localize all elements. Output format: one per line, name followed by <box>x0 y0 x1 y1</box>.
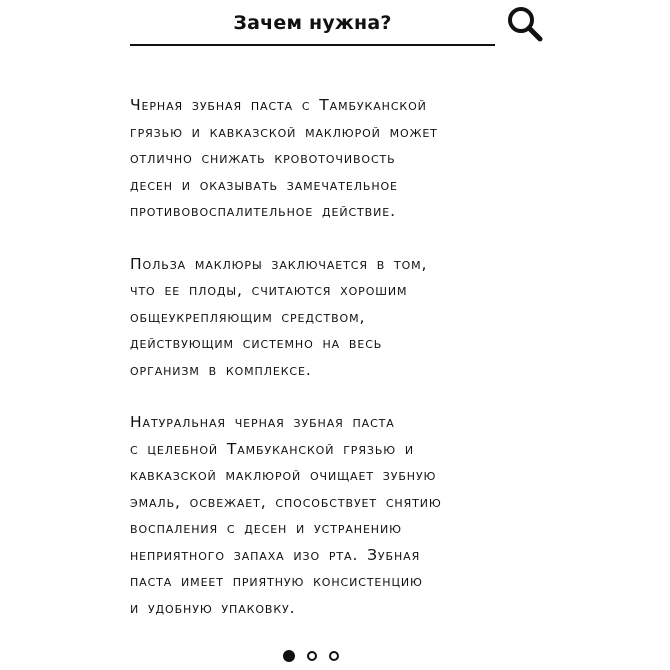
page-dot-1[interactable] <box>283 650 295 662</box>
text-line: кавказской маклюрой очищает зубную <box>130 466 437 484</box>
text-line: неприятного запаха изо рта. Зубная <box>130 545 421 564</box>
search-icon[interactable] <box>505 4 545 44</box>
text-line: грязью и кавказской маклюрой может <box>130 122 438 141</box>
text-line: десен и оказывать замечательное <box>130 175 398 194</box>
header <box>0 0 670 60</box>
text-line: эмаль, освежает, способствует снятию <box>130 492 442 511</box>
title-underline <box>130 44 495 46</box>
text-line: действующим системно на весь <box>130 334 383 352</box>
paragraph <box>130 251 530 384</box>
page-dot-2[interactable] <box>307 651 317 661</box>
text-line: Натуральная черная зубная паста <box>130 413 395 431</box>
text-line: воспаления с десен и устранению <box>130 519 402 537</box>
text-line: и удобную упаковку. <box>130 598 296 617</box>
article-body <box>130 92 530 647</box>
search-icon-graphic <box>505 4 545 44</box>
page-indicator <box>283 649 339 663</box>
text-line: что ее плоды, считаются хорошим <box>130 281 408 299</box>
text-line: организм в комплексе. <box>130 360 312 379</box>
text-line: противовоспалительное действие. <box>130 202 396 220</box>
paragraph <box>130 409 530 621</box>
text-line: паста имеет приятную консистенцию <box>130 572 423 590</box>
page-dot-3[interactable] <box>329 651 339 661</box>
text-line: с целебной Тамбуканской грязью и <box>130 439 415 458</box>
text-line: отлично снижать кровоточивость <box>130 149 396 167</box>
text-line: Черная зубная паста с Тамбуканской <box>130 96 427 114</box>
page-title: Зачем нужна? <box>233 12 392 34</box>
text-line: общеукрепляющим средством, <box>130 307 366 326</box>
paragraph <box>130 92 530 225</box>
text-line: Польза маклюры заключается в том, <box>130 254 428 273</box>
